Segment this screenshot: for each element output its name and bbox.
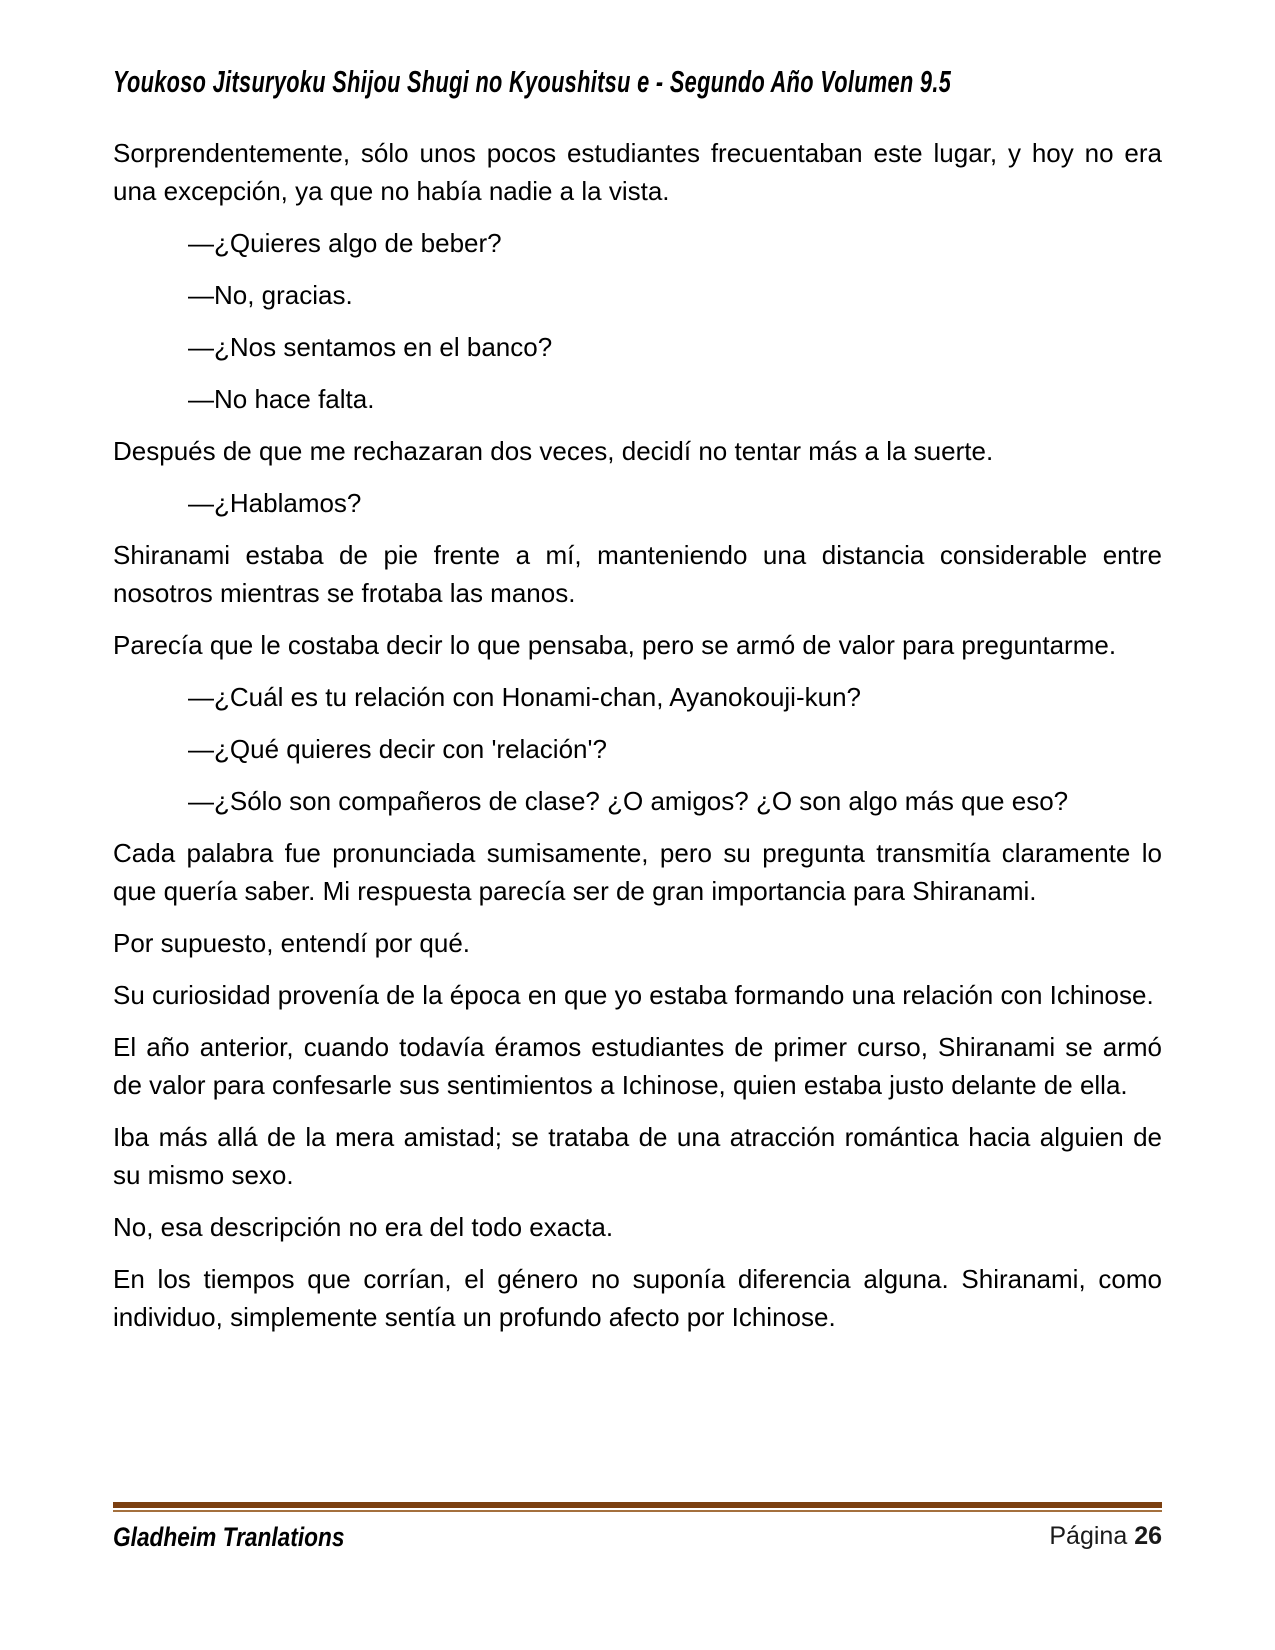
dialogue-line: —¿Nos sentamos en el banco?: [188, 332, 553, 362]
body-paragraph: No, esa descripción no era del todo exacta.: [113, 1212, 614, 1242]
dialogue-line: —¿Hablamos?: [188, 488, 362, 518]
body-paragraph: Su curiosidad provenía de la época en que yo estaba formando una relación con Ichinose.: [113, 980, 1154, 1010]
body-paragraph: Parecía que le costaba decir lo que pensaba, pero se armó de valor para preguntarme.: [113, 630, 1117, 660]
page-header: [113, 64, 1162, 100]
page-body: [113, 134, 1162, 1350]
dialogue-line: —No, gracias.: [188, 280, 353, 310]
body-paragraph: Iba más allá de la mera amistad; se trataba de una atracción romántica hacia alguien de su mismo sexo.: [113, 1122, 1162, 1190]
body-paragraph: Cada palabra fue pronunciada sumisamente, pero su pregunta transmitía claramente lo que quería saber. Mi respuesta parecía ser de gran importancia para Shiranami.: [113, 838, 1162, 906]
header-title: Youkoso Jitsuryoku Shijou Shugi no Kyoushitsu e - Segundo Año Volumen 9.5: [113, 64, 952, 99]
footer-page-number: 26: [1134, 1522, 1162, 1550]
footer-page-label: Página: [1049, 1522, 1128, 1550]
body-paragraph: Sorprendentemente, sólo unos pocos estudiantes frecuentaban este lugar, y hoy no era una excepción, ya que no había nadie a la vista.: [113, 138, 1162, 206]
dialogue-line: —¿Qué quieres decir con 'relación'?: [188, 734, 607, 764]
dialogue-line: —¿Sólo son compañeros de clase? ¿O amigos? ¿O son algo más que eso?: [188, 786, 1069, 816]
body-paragraph: Después de que me rechazaran dos veces, decidí no tentar más a la suerte.: [113, 436, 994, 466]
footer-divider: [113, 1502, 1162, 1512]
body-paragraph: El año anterior, cuando todavía éramos estudiantes de primer curso, Shiranami se armó de valor para confesarle sus sentimientos a Ichinose, quien estaba justo delante de ella.: [113, 1032, 1162, 1100]
body-paragraph: Por supuesto, entendí por qué.: [113, 928, 471, 958]
body-paragraph: Shiranami estaba de pie frente a mí, manteniendo una distancia considerable entre nosotros mientras se frotaba las manos.: [113, 540, 1162, 608]
dialogue-line: —¿Quieres algo de beber?: [188, 228, 502, 258]
footer-brand: Gladheim Tranlations: [113, 1522, 345, 1552]
footer-page-indicator: [1049, 1522, 1162, 1551]
dialogue-line: —¿Cuál es tu relación con Honami-chan, Ayanokouji-kun?: [188, 682, 861, 712]
dialogue-line: —No hace falta.: [188, 384, 375, 414]
page-footer: [113, 1522, 1162, 1553]
body-paragraph: En los tiempos que corrían, el género no suponía diferencia alguna. Shiranami, como individuo, simplemente sentía un profundo afecto por Ichinose.: [113, 1264, 1162, 1332]
